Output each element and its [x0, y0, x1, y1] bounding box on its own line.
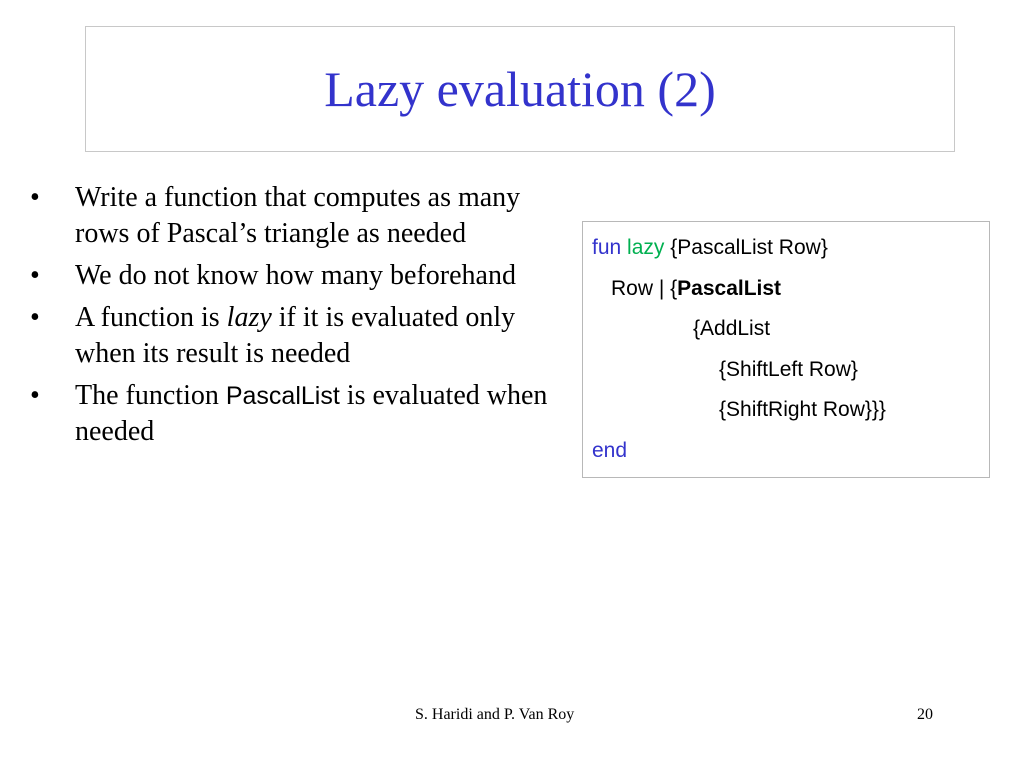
code-line-6 — [592, 433, 989, 474]
bullet-icon: • — [30, 182, 40, 213]
page-number: 20 — [917, 706, 933, 723]
bullet-text-emphasis: lazy — [226, 302, 272, 333]
keyword-fun: fun — [592, 236, 622, 259]
bullet-text-pre: The function — [75, 380, 226, 411]
keyword-lazy: lazy — [627, 236, 665, 259]
bullet-text: We do not know how many beforehand — [75, 260, 516, 291]
code-line-1 — [592, 230, 989, 271]
code-line-4 — [592, 352, 989, 393]
bullet-item — [30, 180, 575, 252]
bullet-item — [30, 300, 575, 372]
code-box — [582, 221, 990, 478]
bullet-text-post: is evaluated when needed — [75, 380, 548, 447]
bullet-icon: • — [30, 380, 40, 411]
bullet-list — [30, 180, 575, 456]
bullet-code-term: PascalList — [225, 382, 340, 410]
bullet-icon: • — [30, 260, 40, 291]
bullet-text: Write a function that computes as many rows of Pascal’s triangle as needed — [75, 182, 521, 249]
code-text: {AddList — [693, 317, 771, 340]
bullet-icon: • — [30, 302, 40, 333]
code-text: {PascalList Row} — [670, 236, 828, 259]
code-text: {ShiftRight Row}}} — [719, 398, 886, 421]
code-text: Row | { — [611, 276, 678, 300]
code-text: {ShiftLeft Row} — [719, 357, 858, 381]
code-bold-text: PascalList — [677, 276, 782, 300]
code-line-5 — [592, 392, 989, 433]
footer-author: S. Haridi and P. Van Roy — [415, 706, 575, 723]
code-line-3 — [592, 311, 989, 352]
bullet-text-pre: A function is — [75, 302, 227, 333]
slide-title: Lazy evaluation (2) — [324, 61, 716, 117]
keyword-end: end — [592, 438, 628, 462]
bullet-text-post: if it is evaluated only when its result is needed — [75, 302, 516, 369]
bullet-item — [30, 378, 575, 450]
bullet-item — [30, 258, 575, 294]
code-line-2 — [592, 271, 989, 312]
title-box — [85, 26, 955, 152]
